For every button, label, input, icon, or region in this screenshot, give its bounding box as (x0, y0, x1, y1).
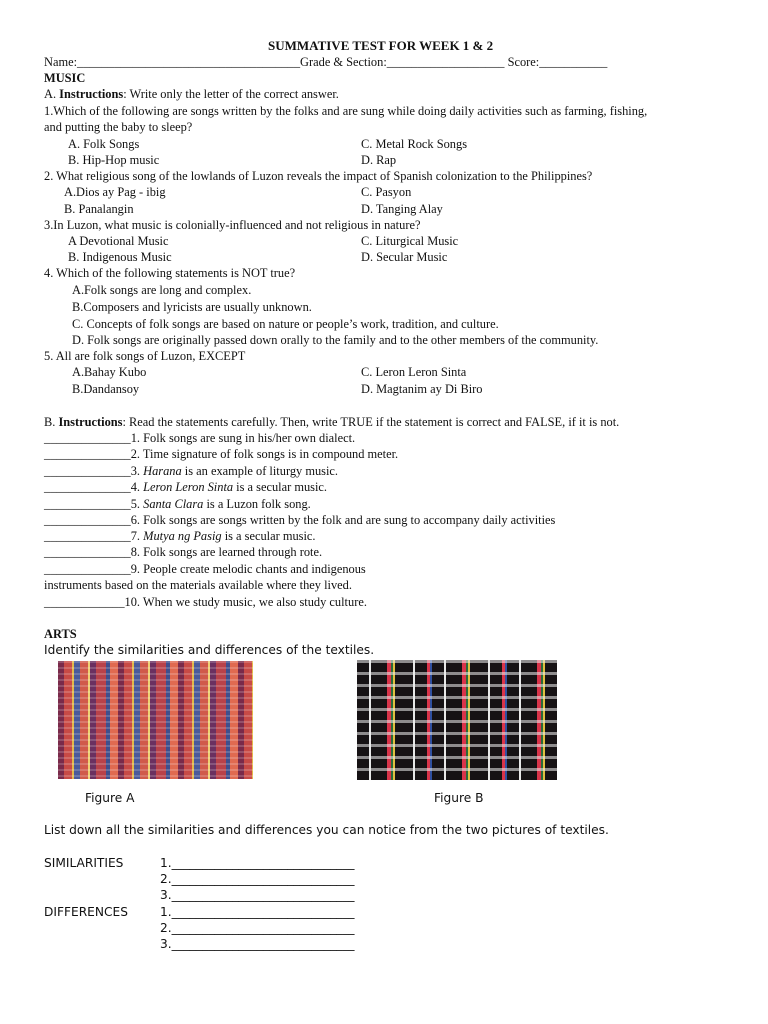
q4-choice-a: A.Folk songs are long and complex. (72, 283, 252, 297)
tf-item: ______________6. Folk songs are songs written by the folk and are sung to accompany daily activities (44, 513, 556, 527)
q3-choice-d: D. Secular Music (361, 250, 448, 264)
q2-choice-b: B. Panalangin (64, 202, 134, 216)
q3-choice-a: A Devotional Music (68, 234, 169, 248)
q2-choice-a: A.Dios ay Pag - ibig (64, 185, 166, 199)
tf-item: ______________2. Time signature of folk songs is in compound meter. (44, 447, 399, 461)
q4-choice-b: B.Composers and lyricists are usually unknown. (72, 300, 312, 314)
figure-a-caption: Figure A (85, 791, 135, 805)
similarity-line-2[interactable]: 2.______________________________ (160, 872, 355, 886)
question-1-cont: and putting the baby to sleep? (44, 120, 193, 134)
q3-choice-c: C. Liturgical Music (361, 234, 459, 248)
question-4: 4. Which of the following statements is NOT true? (44, 266, 296, 280)
q5-choice-a: A.Bahay Kubo (72, 365, 147, 379)
tf-item: ______________7. Mutya ng Pasig is a secular music. (44, 529, 316, 543)
q1-choice-a: A. Folk Songs (68, 137, 140, 151)
textile-figure-a (58, 661, 253, 779)
arts-heading: ARTS (44, 627, 77, 641)
question-3: 3.In Luzon, what music is colonially-influenced and not religious in nature? (44, 218, 421, 232)
tf-item: ______________1. Folk songs are sung in his/her own dialect. (44, 431, 356, 445)
q4-choice-c: C. Concepts of folk songs are based on nature or people’s work, tradition, and culture. (72, 317, 499, 331)
question-5: 5. All are folk songs of Luzon, EXCEPT (44, 349, 246, 363)
tf-item-9-cont: instruments based on the materials available where they lived. (44, 578, 352, 592)
difference-line-2[interactable]: 2.______________________________ (160, 921, 355, 935)
page-title: SUMMATIVE TEST FOR WEEK 1 & 2 (268, 38, 494, 53)
q5-choice-c: C. Leron Leron Sinta (361, 365, 467, 379)
part-a-instructions: A. Instructions: Write only the letter of the correct answer. (44, 87, 339, 101)
tf-item: ______________4. Leron Leron Sinta is a secular music. (44, 480, 328, 494)
q1-choice-d: D. Rap (361, 153, 397, 167)
tf-item: ______________3. Harana is an example of liturgy music. (44, 464, 339, 478)
q1-choice-c: C. Metal Rock Songs (361, 137, 468, 151)
music-heading: MUSIC (44, 71, 86, 85)
arts-instruction: Identify the similarities and differences of the textiles. (44, 643, 375, 657)
differences-label: DIFFERENCES (44, 905, 128, 919)
q2-choice-c: C. Pasyon (361, 185, 412, 199)
q3-choice-b: B. Indigenous Music (68, 250, 172, 264)
tf-item: ______________8. Folk songs are learned through rote. (44, 545, 323, 559)
q5-choice-d: D. Magtanim ay Di Biro (361, 382, 483, 396)
tf-item: ______________5. Santa Clara is a Luzon folk song. (44, 497, 311, 511)
question-1: 1.Which of the following are songs written by the folks and are sung while doing daily activities such as farming, fishing, (44, 104, 648, 118)
textile-figure-b (357, 660, 557, 780)
q5-choice-b: B.Dandansoy (72, 382, 140, 396)
difference-line-3[interactable]: 3.______________________________ (160, 937, 355, 951)
list-prompt: List down all the similarities and differences you can notice from the two pictures of textiles. (44, 823, 609, 837)
tf-item: _____________10. When we study music, we also study culture. (44, 595, 367, 609)
tf-item: ______________9. People create melodic chants and indigenous (44, 562, 366, 576)
question-2: 2. What religious song of the lowlands of Luzon reveals the impact of Spanish colonization to the Philippines? (44, 169, 593, 183)
similarity-line-1[interactable]: 1.______________________________ (160, 856, 355, 870)
q4-choice-d: D. Folk songs are originally passed down orally to the family and to the other members of the community. (72, 333, 599, 347)
similarities-label: SIMILARITIES (44, 856, 124, 870)
difference-line-1[interactable]: 1.______________________________ (160, 905, 355, 919)
q1-choice-b: B. Hip-Hop music (68, 153, 160, 167)
similarity-line-3[interactable]: 3.______________________________ (160, 888, 355, 902)
part-b-instructions: B. Instructions: Read the statements carefully. Then, write TRUE if the statement is correct and FALSE, if it is not. (44, 415, 620, 429)
q2-choice-d: D. Tanging Alay (361, 202, 443, 216)
figure-b-caption: Figure B (434, 791, 484, 805)
student-info-line: Name:____________________________________Grade & Section:___________________ Score:___________ (44, 55, 608, 69)
